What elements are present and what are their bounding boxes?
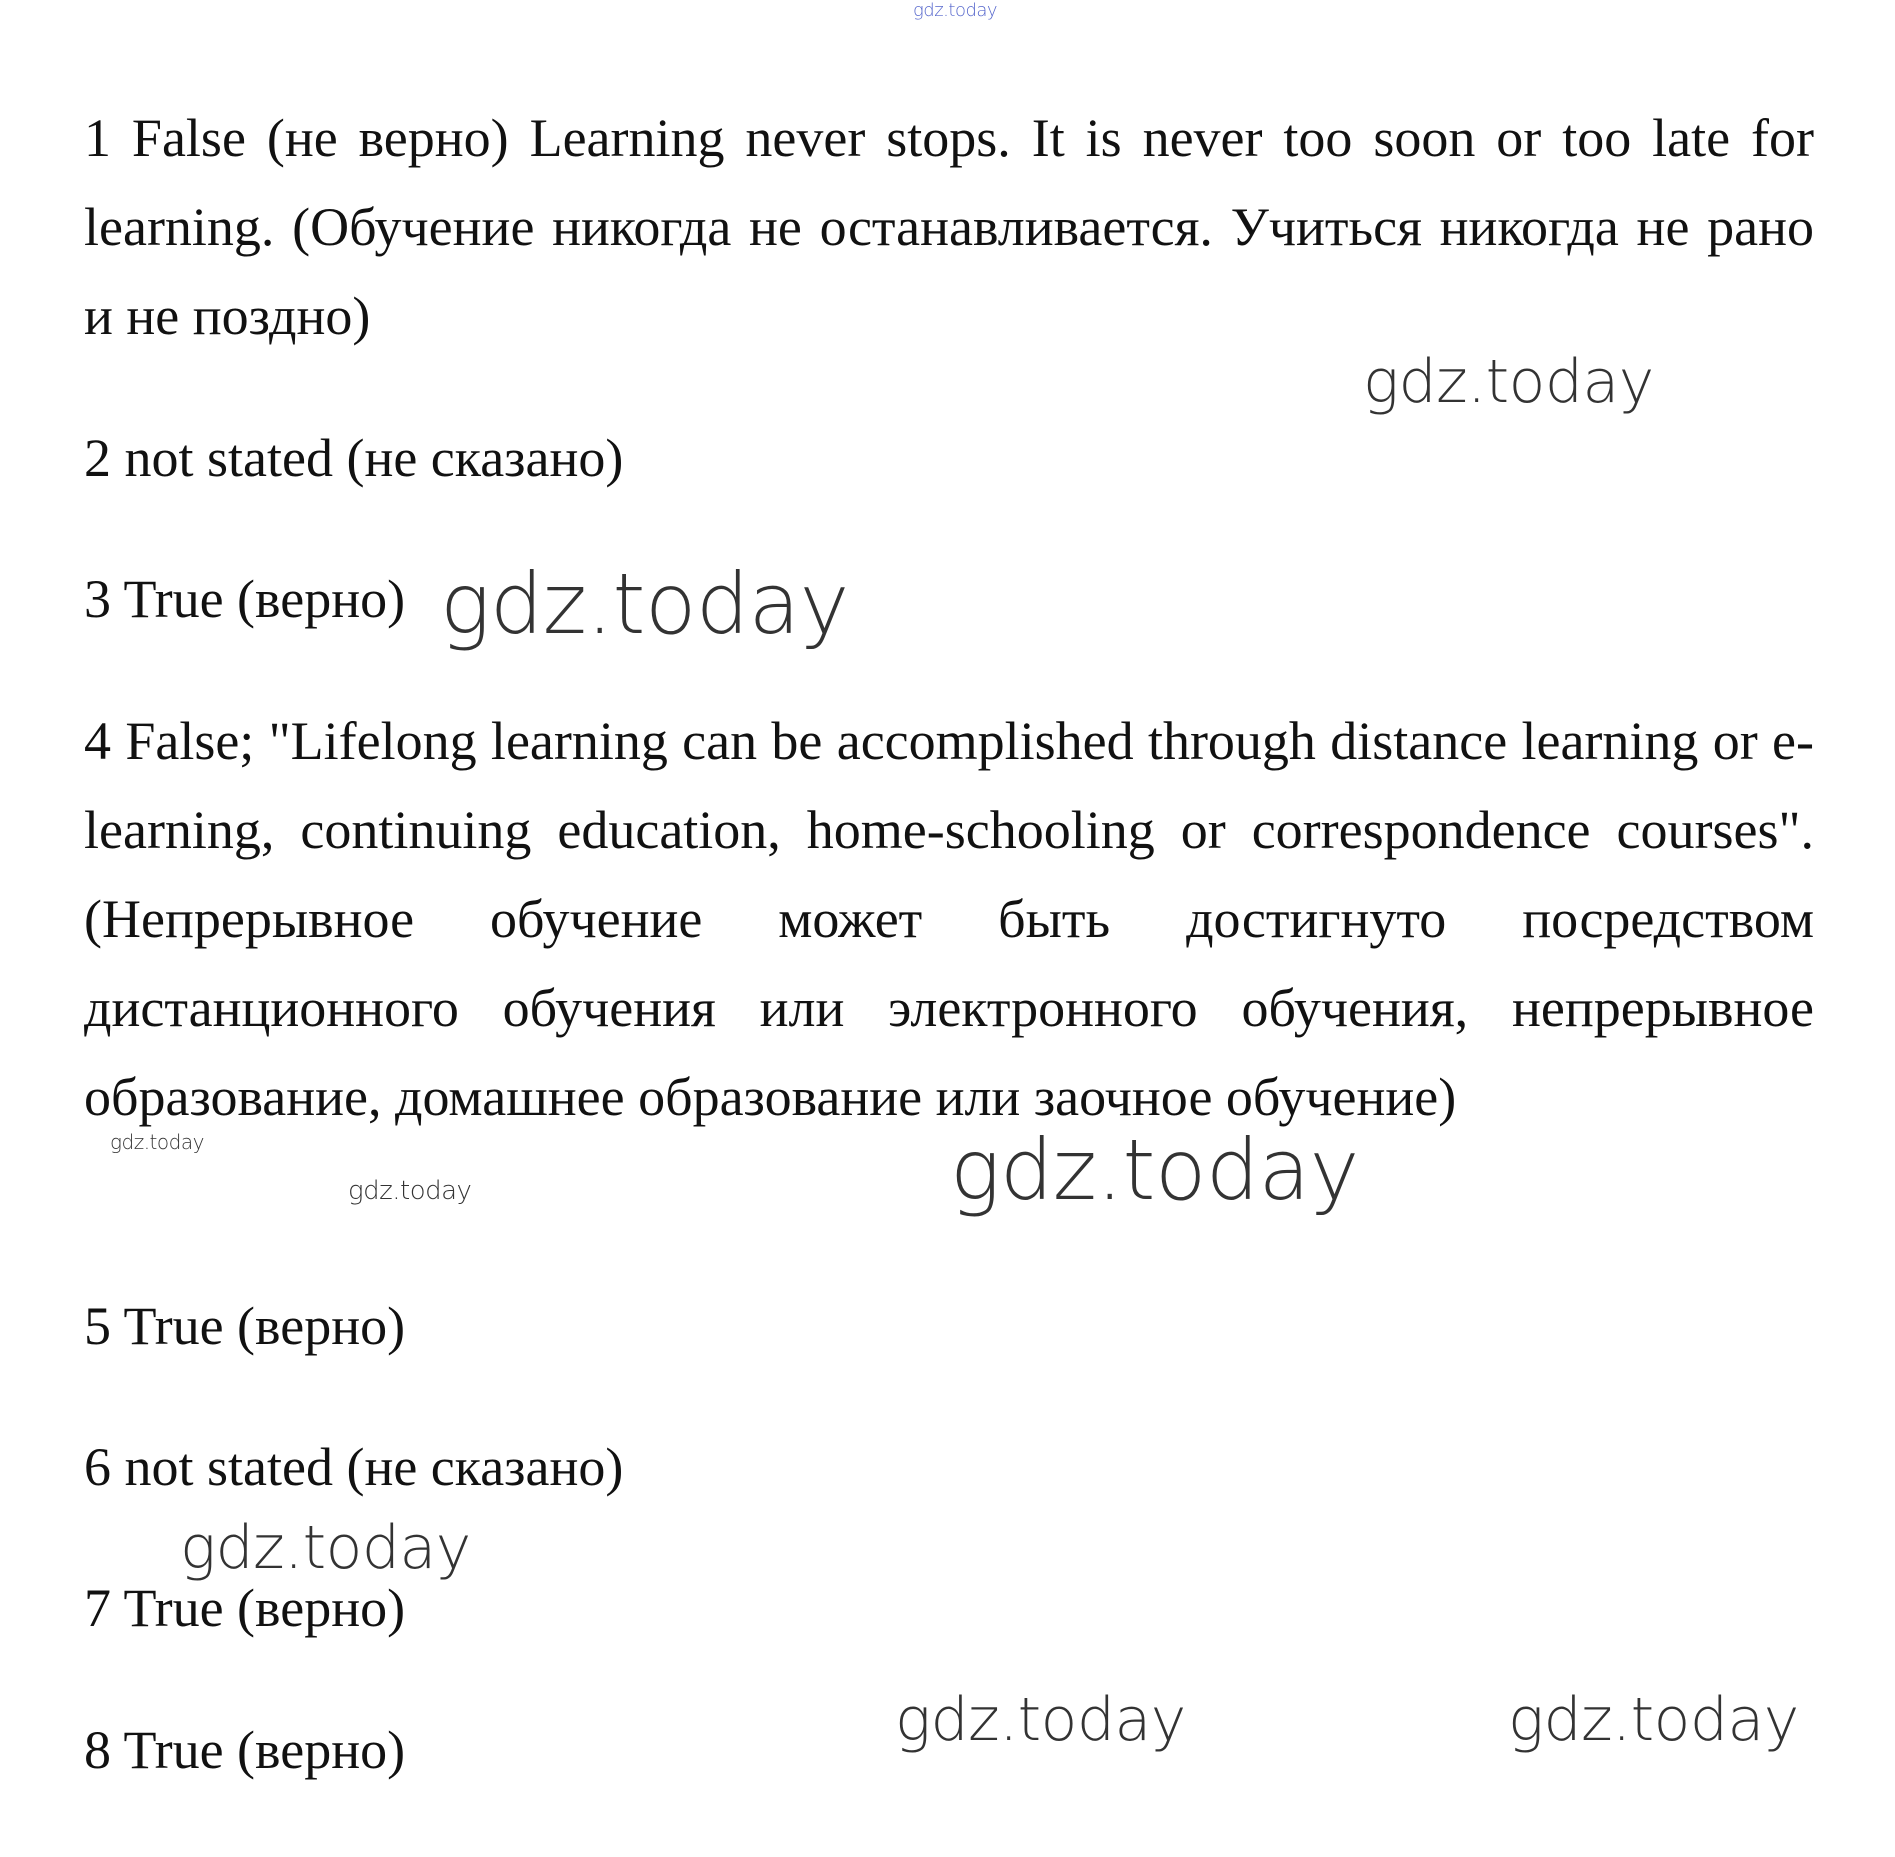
- watermark: gdz.today: [110, 1130, 204, 1154]
- watermark: gdz.today: [440, 555, 849, 653]
- answer-6: 6 not stated (не сказано): [84, 1437, 624, 1497]
- watermark: gdz.today: [1508, 1685, 1799, 1755]
- answer-3: 3 True (верно): [84, 569, 406, 629]
- answer-8: 8 True (верно): [84, 1720, 406, 1780]
- answer-4: 4 False; "Lifelong learning can be accomplished through distance learning or e-learning, continuing education, home-schooling or correspondence courses". (Непрерывное обучение может быть достигнуто посредством дистанционного обучения или электронного обучения, непрерывное образование, домашнее образование или заочное обучение): [84, 711, 1814, 1127]
- answer-2: 2 not stated (не сказано): [84, 428, 624, 488]
- watermark: gdz.today: [180, 1513, 471, 1583]
- answer-7: 7 True (верно): [84, 1578, 406, 1638]
- watermark-top: gdz.today: [913, 0, 998, 21]
- watermark: gdz.today: [950, 1121, 1359, 1219]
- answer-1: 1 False (не верно) Learning never stops. It is never too soon or too late for learning. (Обучение никогда не останавливается. Учиться никогда не рано и не поздно): [84, 108, 1814, 346]
- watermark: gdz.today: [348, 1176, 472, 1206]
- watermark: gdz.today: [1363, 347, 1654, 417]
- watermark: gdz.today: [895, 1685, 1186, 1755]
- answer-5: 5 True (верно): [84, 1296, 406, 1356]
